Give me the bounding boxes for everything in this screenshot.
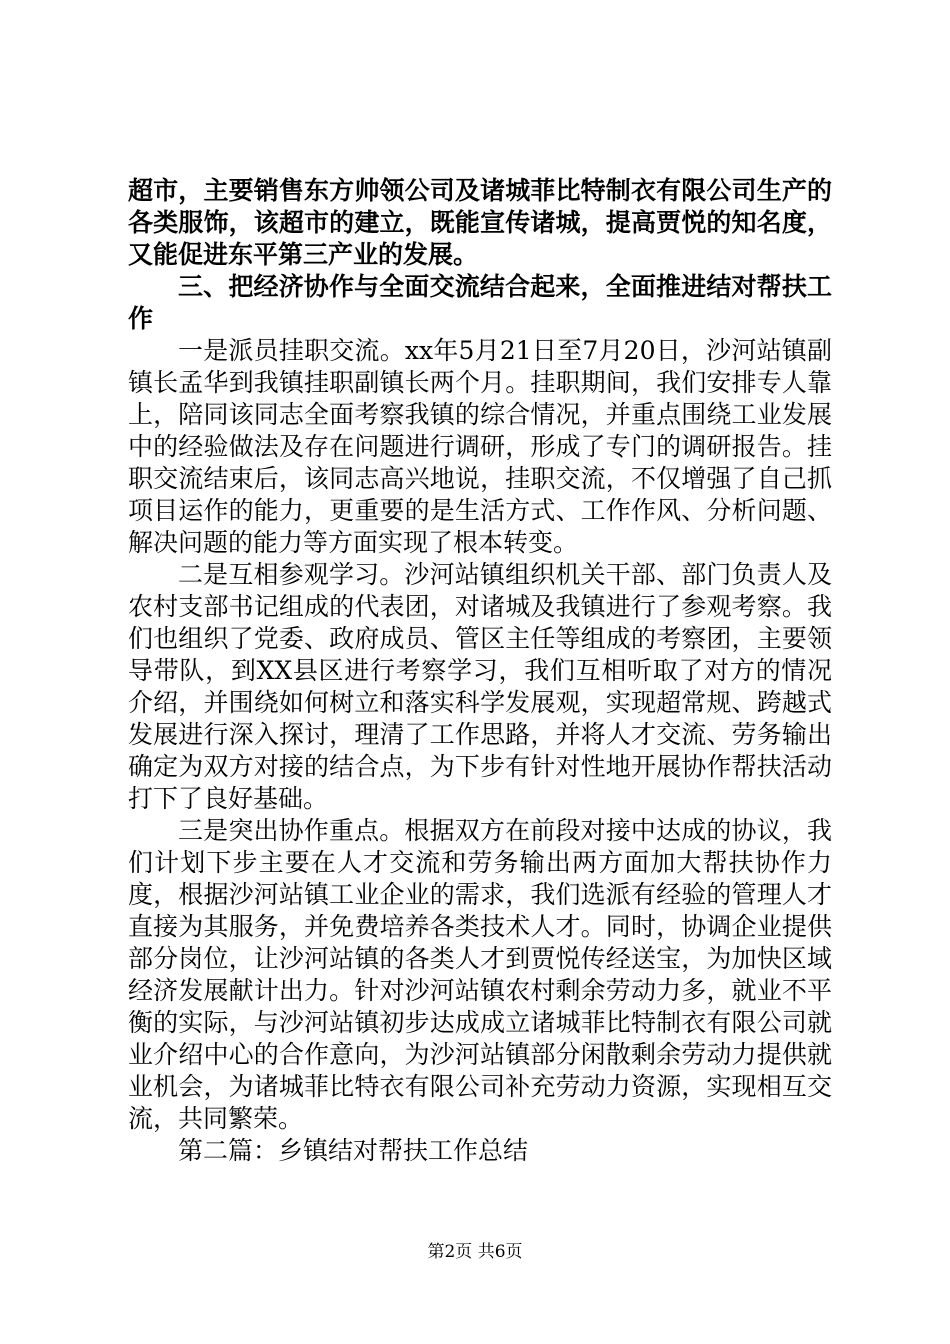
section-heading: 三、把经济协作与全面交流结合起来，全面推进结对帮扶工作	[128, 272, 832, 333]
paragraph-study: 二是互相参观学习。沙河站镇组织机关干部、部门负责人及农村支部书记组成的代表团，对诸城及我镇进行了参观考察。我们也组织了党委、政府成员、管区主任等组成的考察团，主要领导带队，到XX县区进行考察学习，我们互相听取了对方的情况介绍，并围绕如何树立和落实科学发展观，实现超常规、跨越式发展进行深入探讨，理清了工作思路，并将人才交流、劳务输出确定为双方对接的结合点，为下步有针对性地开展协作帮扶活动打下了良好基础。	[128, 560, 832, 813]
paragraph-exchange: 一是派员挂职交流。xx年5月21日至7月20日，沙河站镇副镇长孟华到我镇挂职副镇长两个月。挂职期间，我们安排专人靠上，陪同该同志全面考察我镇的综合情况，并重点围绕工业发展中的经验做法及存在问题进行调研，形成了专门的调研报告。挂职交流结束后，该同志高兴地说，挂职交流，不仅增强了自己抓项目运作的能力，更重要的是生活方式、工作作风、分析问题、解决问题的能力等方面实现了根本转变。	[128, 336, 832, 557]
document-body	[128, 175, 832, 1167]
page-number-footer: 第2页 共6页	[427, 1242, 523, 1262]
paragraph-focus: 三是突出协作重点。根据双方在前段对接中达成的协议，我们计划下步主要在人才交流和劳务输出两方面加大帮扶协作力度，根据沙河站镇工业企业的需求，我们选派有经验的管理人才直接为其服务，并免费培养各类技术人才。同时，协调企业提供部分岗位，让沙河站镇的各类人才到贾悦传经送宝，为加快区域经济发展献计出力。针对沙河站镇农村剩余劳动力多，就业不平衡的实际，与沙河站镇初步达成成立诸城菲比特制衣有限公司就业介绍中心的合作意向，为沙河站镇部分闲散剩余劳动力提供就业机会，为诸城菲比特衣有限公司补充劳动力资源，实现相互交流，共同繁荣。	[128, 816, 832, 1133]
paragraph-intro: 超市，主要销售东方帅领公司及诸城菲比特制衣有限公司生产的各类服饰，该超市的建立，既能宣传诸城，提高贾悦的知名度，又能促进东平第三产业的发展。	[128, 176, 832, 269]
chapter-title: 第二篇：乡镇结对帮扶工作总结	[178, 1136, 529, 1165]
